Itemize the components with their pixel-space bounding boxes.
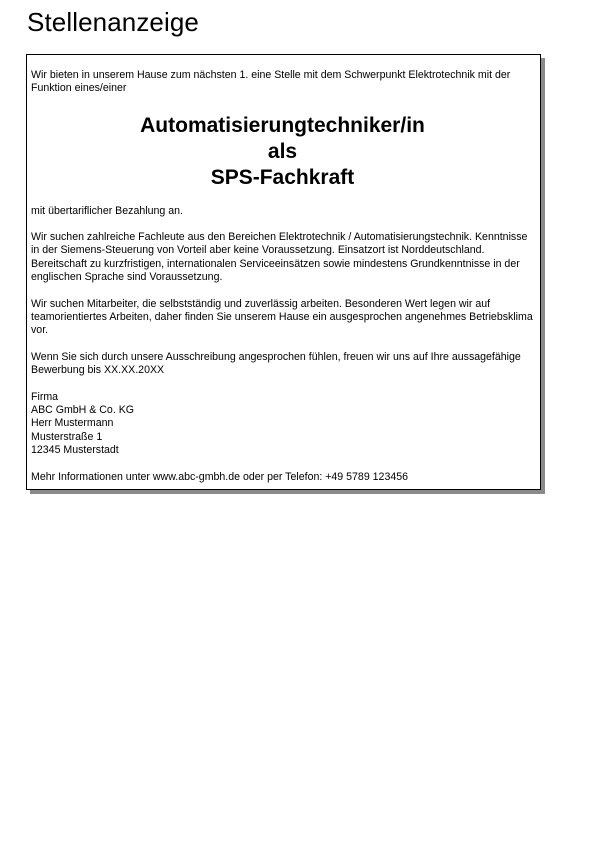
application-paragraph: Wenn Sie sich durch unsere Ausschreibung angesprochen fühlen, freuen wir uns auf Ihre aussagefähige Bewerbung bis XX.XX.20XX bbox=[31, 350, 521, 377]
page-title: Stellenanzeige bbox=[27, 7, 199, 37]
company-address bbox=[31, 391, 534, 457]
headline-job-title: Automatisierungtechniker/in bbox=[140, 113, 425, 137]
more-info-text: Mehr Informationen unter www.abc-gmbh.de oder per Telefon: +49 5789 123456 bbox=[31, 470, 409, 483]
job-ad-box bbox=[26, 54, 541, 490]
contact-person: Herr Mustermann bbox=[31, 417, 114, 430]
address-label: Firma bbox=[31, 390, 59, 403]
intro-text: Wir bieten in unserem Hause zum nächsten 1. eine Stelle mit dem Schwerpunkt Elektrotechnik mit der Funktion eines/einer bbox=[31, 69, 511, 95]
requirements-paragraph: Wir suchen zahlreiche Fachleute aus den Bereichen Elektrotechnik / Automatisierungstechnik. Kenntnisse in der Siemens-Steuerung von Vorteil aber keine Voraussetzung. Einsatzort ist Norddeutschland. Bereitschaft zu kurzfristigen, internationalen Serviceeinsätzen sowie mindestens Grundkenntnisse in der englischen Sprache sind Voraussetzung. bbox=[31, 231, 528, 284]
headline-role: SPS-Fachkraft bbox=[210, 165, 355, 189]
work-style-paragraph: Wir suchen Mitarbeiter, die selbstständig und zuverlässig arbeiten. Besonderen Wert legen wir auf teamorientiertes Arbeiten, daher finden Sie unserem Hause ein ausgesprochen angenehmes Betriebsklima vor. bbox=[31, 297, 533, 337]
company-name: ABC GmbH & Co. KG bbox=[31, 404, 135, 417]
payment-text: mit übertariflicher Bezahlung an. bbox=[31, 204, 183, 217]
street-address: Musterstraße 1 bbox=[31, 430, 103, 443]
city-address: 12345 Musterstadt bbox=[31, 443, 119, 456]
headline-connector: als bbox=[267, 139, 298, 163]
job-headline bbox=[31, 113, 534, 191]
